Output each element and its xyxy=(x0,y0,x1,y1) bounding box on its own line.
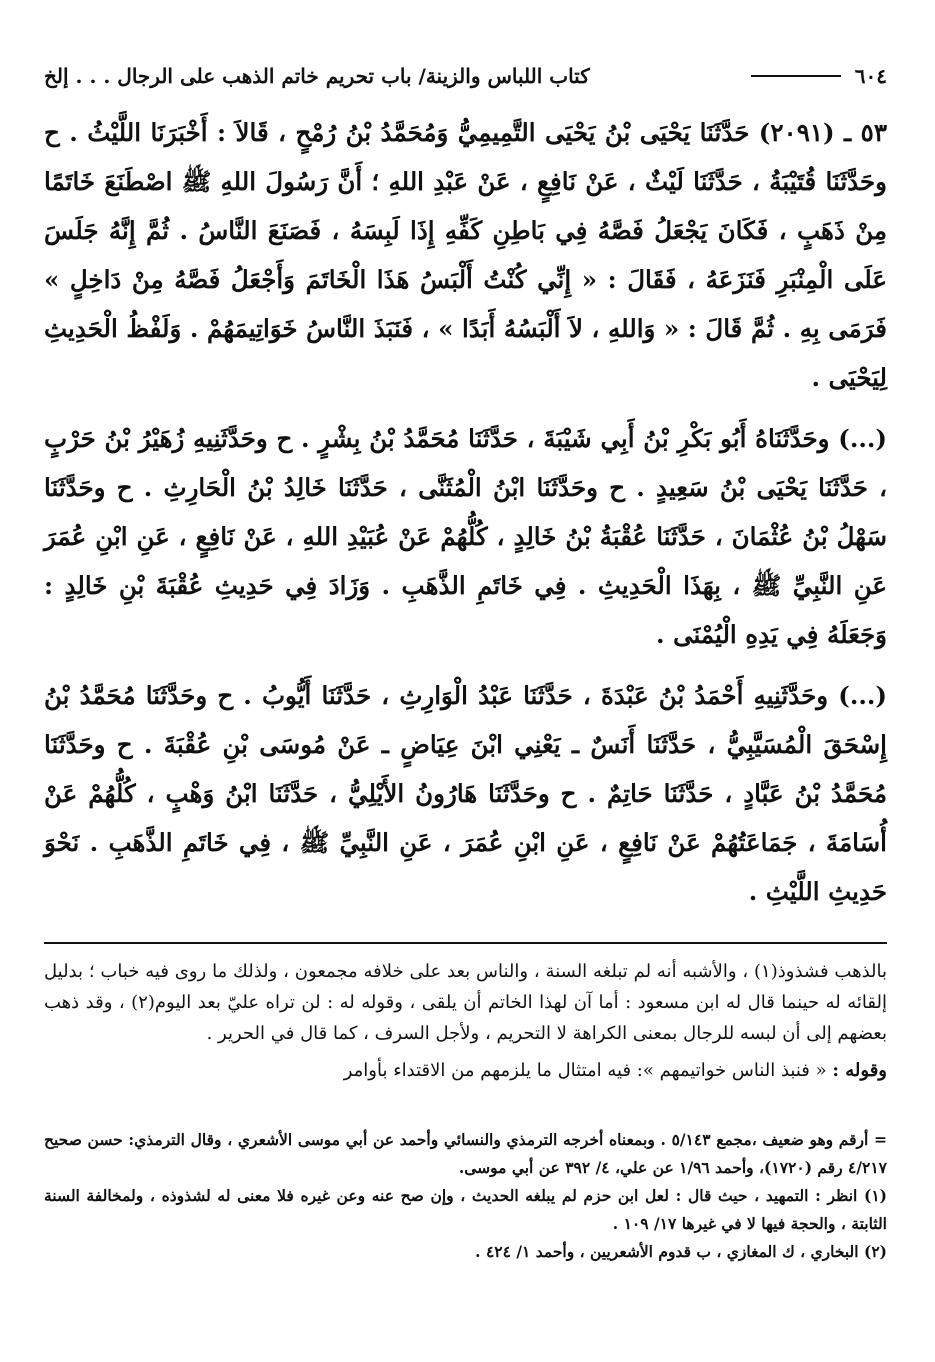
running-title: كتاب اللباس والزينة/ باب تحريم خاتم الذهب على الرجال . . . إلخ xyxy=(44,64,590,88)
commentary-divider xyxy=(44,942,887,944)
commentary-lead: وقوله : xyxy=(832,1060,887,1081)
commentary-quote: « فنبذ الناس خواتيمهم »: فيه امتثال ما يلزمهم من الاقتداء بأوامر xyxy=(343,1060,827,1081)
page-number: ٦٠٤ xyxy=(854,64,887,88)
header-right xyxy=(751,64,887,88)
commentary-paragraph: بالذهب فشذوذ(١) ، والأشبه أنه لم تبلغه السنة ، والناس بعد على خلافه مجمعون ، ولذلك ما روى فيه خباب ؛ بدليل إلقائه له حينما قال له ابن مسعود : أما آن لهذا الخاتم أن يلقى ، وقوله له : لن تراه عليّ بعد اليوم(٢) ، وقد ذهب بعضهم إلى أن لبسه للرجال بمعنى الكراهة لا التحريم ، ولأجل السرف ، كما قال في الحرير . xyxy=(44,961,887,1044)
hadith-paragraph: (...) وحَدَّثَنَاهُ أَبُو بَكْرِ بْنُ أَبِي شَيْبَةَ ، حَدَّثَنَا مُحَمَّدُ بْنُ بِشْرٍ . ح وحَدَّثَنِيهِ زُهَيْرُ بْنُ حَرْبٍ ، حَدَّثَنَا يَحْيَى بْنُ سَعِيدٍ . ح وحَدَّثَنَا ابْنُ الْمُثَنَّى ، حَدَّثَنَا خَالِدُ بْنُ الْحَارِثِ . ح وحَدَّثَنَا سَهْلُ بْنُ عُثْمَانَ ، حَدَّثَنَا عُقْبَةُ بْنُ خَالِدٍ ، كُلُّهُمْ عَنْ عُبَيْدِ اللهِ ، عَنْ نَافِعٍ ، عَنِ ابْنِ عُمَرَ عَنِ النَّبِيِّ ﷺ ، بِهَذَا الْحَدِيثِ . فِي خَاتَمِ الذَّهَبِ . وَزَادَ فِي حَدِيثِ عُقْبَةَ بْنِ خَالِدٍ : وَجَعَلَهُ فِي يَدِهِ الْيُمْنَى . xyxy=(44,424,887,649)
page-header xyxy=(44,58,887,94)
footnote-continuation: = أرقم وهو ضعيف ،مجمع ٥/١٤٣ . وبمعناه أخرجه الترمذي والنسائي وأحمد عن أبي موسى الأشعري ، وقال الترمذي: حسن صحيح ٤/٢١٧ رقم (١٧٢٠)، وأحمد ١/٩٦ عن علي، ٤/ ٣٩٢ عن أبي موسى. xyxy=(44,1130,887,1177)
commentary-paragraph xyxy=(44,1055,887,1086)
hadith-paragraph: ٥٣ ـ (٢٠٩١) حَدَّثَنَا يَحْيَى بْنُ يَحْيَى التَّمِيمِيُّ وَمُحَمَّدُ بْنُ رُمْحٍ ، قَالاَ : أَخْبَرَنَا اللَّيْثُ . ح وحَدَّثَنَا قُتَيْبَةُ ، حَدَّثَنَا لَيْثٌ ، عَنْ نَافِعٍ ، عَنْ عَبْدِ اللهِ ؛ أَنَّ رَسُولَ اللهِ ﷺ اصْطَنَعَ خَاتَمًا مِنْ ذَهَبٍ ، فَكَانَ يَجْعَلُ فَصَّهُ فِي بَاطِنِ كَفِّهِ إِذَا لَبِسَهُ ، فَصَنَعَ النَّاسُ . ثُمَّ إِنَّهُ جَلَسَ عَلَى الْمِنْبَرِ فَنَزَعَهُ ، فَقَالَ : « إِنِّي كُنْتُ أَلْبَسُ هَذَا الْخَاتَمَ وَأَجْعَلُ فَصَّهُ مِنْ دَاخِلٍ » فَرَمَى بِهِ . ثُمَّ قَالَ : « وَاللهِ ، لاَ أَلْبَسُهُ أَبَدًا » ، فَنَبَذَ النَّاسُ خَوَاتِيمَهُمْ . وَلَفْظُ الْحَدِيثِ لِيَحْيَى . xyxy=(44,118,887,392)
footnotes xyxy=(44,1126,887,1266)
hadith-paragraph: (...) وحَدَّثَنِيهِ أَحْمَدُ بْنُ عَبْدَةَ ، حَدَّثَنَا عَبْدُ الْوَارِثِ ، حَدَّثَنَا أَيُّوبُ . ح وحَدَّثَنَا مُحَمَّدُ بْنُ إِسْحَقَ الْمُسَيَّبِيُّ ، حَدَّثَنَا أَنَسٌ ـ يَعْنِي ابْنَ عِيَاضٍ ـ عَنْ مُوسَى بْنِ عُقْبَةَ . ح وحَدَّثَنَا مُحَمَّدُ بْنُ عَبَّادٍ ، حَدَّثَنَا حَاتِمٌ . ح وحَدَّثَنَا هَارُونُ الأَيْلِيُّ ، حَدَّثَنَا ابْنُ وَهْبٍ ، كُلُّهُمْ عَنْ أُسَامَةَ ، جَمَاعَتُهُمْ عَنْ نَافِعٍ ، عَنِ ابْنِ عُمَرَ ، عَنِ النَّبِيِّ ﷺ ، فِي خَاتَمِ الذَّهَبِ . نَحْوَ حَدِيثِ اللَّيْثِ . xyxy=(44,681,887,906)
header-rule xyxy=(751,75,841,77)
hadith-text xyxy=(44,108,887,916)
footnote-2: (٢) البخاري ، ك المغازي ، ب قدوم الأشعريين ، وأحمد ١/ ٤٢٤ . xyxy=(475,1242,887,1261)
commentary xyxy=(44,956,887,1086)
footnote-1: (١) انظر : التمهيد ، حيث قال : لعل ابن حزم لم يبلغه الحديث ، وإن صح عنه وعن غيره فلا معنى له لشذوذه ، ولمخالفة السنة الثابتة ، والحجة فيها لا في غيرها ١٧/ ١٠٩ . xyxy=(44,1186,887,1233)
